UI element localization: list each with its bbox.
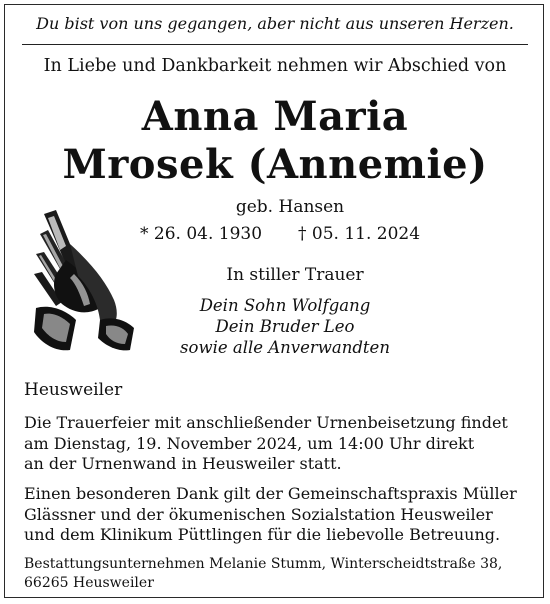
motto-text: Du bist von uns gegangen, aber nicht aus unseren Herzen.	[36, 14, 514, 33]
ceremony-line: an der Urnenwand in Heusweiler statt.	[24, 454, 342, 473]
place-name: Heusweiler	[24, 380, 123, 400]
thanks-line: Glässner und der ökumenischen Sozialstation Heusweiler	[24, 504, 493, 524]
deceased-name-line1: Anna Maria	[141, 93, 409, 140]
birth-date: * 26. 04. 1930	[140, 224, 263, 244]
mourning-heading: In stiller Trauer	[226, 265, 364, 285]
funeral-home-info	[24, 555, 530, 592]
mourner-line: Dein Sohn Wolfgang	[199, 296, 371, 315]
death-date: † 05. 11. 2024	[298, 224, 421, 244]
mourner-line: sowie alle Anverwandten	[180, 338, 390, 357]
deceased-name-line2: Mrosek (Annemie)	[62, 141, 488, 188]
intro-text: In Liebe und Dankbarkeit nehmen wir Abschied von	[43, 56, 507, 76]
ceremony-line: Die Trauerfeier mit anschließender Urnenbeisetzung findet	[24, 413, 508, 432]
mourner-line: Dein Bruder Leo	[215, 317, 355, 336]
thanks-line: und dem Klinikum Püttlingen für die liebevolle Betreuung.	[24, 525, 501, 544]
mourners-list	[130, 295, 440, 358]
divider	[22, 44, 528, 45]
funeral-home-line: Bestattungsunternehmen Melanie Stumm, Winterscheidtstraße 38,	[24, 556, 503, 572]
thanks-paragraph	[24, 484, 530, 546]
ceremony-line: am Dienstag, 19. November 2024, um 14:00 Uhr direkt	[24, 433, 475, 453]
maiden-name: geb. Hansen	[235, 197, 345, 217]
praying-hands-icon	[26, 204, 138, 354]
funeral-home-line: 66265 Heusweiler	[24, 574, 154, 591]
thanks-line: Einen besonderen Dank gilt der Gemeinschaftspraxis Müller	[24, 484, 517, 503]
ceremony-paragraph	[24, 413, 530, 475]
